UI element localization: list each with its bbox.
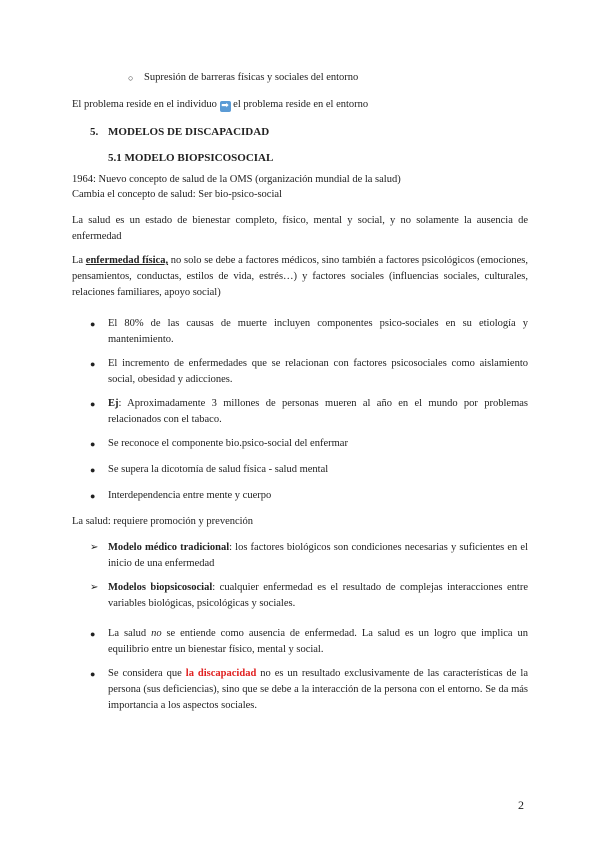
model-biopsychosocial-text: : cualquier enfermedad es el resultado de complejas interacciones entre variables biológicas, psicológicas y sociales. [108, 582, 528, 609]
disability-post: no es un resultado exclusivamente de las características de la persona (sus deficiencias), sino que se debe a la interacción de la persona con el entorno. Se da más importancia a los aspectos sociales. [108, 668, 528, 711]
model-traditional [108, 540, 528, 572]
bullet-item-3-text: : Aproximadamente 3 millones de personas mueren al año en el mundo por problemas relacionados con el tabaco. [108, 398, 528, 425]
disability-paragraph [108, 666, 528, 714]
physical-rest: no solo se debe a factores médicos, sino también a factores psicológicos (emociones, pensamientos, conductas, estilos de vida, estrés…) y factores sociales (influencias sociales, culturales, relaciones familiares, apoyo social) [72, 255, 529, 298]
oms-line-1: 1964: Nuevo concepto de salud de la OMS (organización mundial de la salud) [72, 174, 401, 185]
health-not-absence-italic: no [151, 628, 162, 639]
sub-bullet-text: Supresión de barreras físicas y sociales del entorno [144, 72, 359, 83]
disability-pre: Se considera que [108, 668, 186, 679]
problem-part2: el problema reside en el entorno [233, 99, 369, 110]
problem-part1: El problema reside en el individuo [72, 99, 217, 110]
model-traditional-text: : los factores biológicos son condiciones necesarias y suficientes en el inicio de una enfermedad [108, 542, 528, 569]
section-number: 5. [90, 126, 99, 138]
problem-line [72, 97, 532, 113]
physical-prefix: La [72, 255, 86, 266]
health-definition: La salud es un estado de bienestar completo, físico, mental y social, y no solamente la ausencia de enfermedad [72, 215, 528, 242]
bullet-item-3-bold: Ej [108, 398, 119, 409]
physical-illness-paragraph [72, 253, 528, 301]
health-not-absence [108, 626, 528, 658]
arrow-bullet-icon: ➢ [90, 582, 99, 593]
health-not-absence-post: se entiende como ausencia de enfermedad. La salud es un logro que implica un equilibrio entre un bienestar físico, mental y social. [108, 628, 528, 655]
bullet-item-3 [108, 396, 528, 428]
bullet-marker: ● [90, 669, 96, 679]
bullet-item-2: El incremento de enfermedades que se relacionan con factores psicosociales como aislamiento social, obesidad y adicciones. [108, 358, 528, 385]
model-biopsychosocial-title: Modelos biopsicosocial [108, 582, 213, 593]
model-biopsychosocial [108, 580, 528, 612]
bullet-marker: ● [90, 439, 96, 449]
bullet-marker: ● [90, 629, 96, 639]
bullet-marker: ● [90, 359, 96, 369]
bullet-marker: ● [90, 465, 96, 475]
bullet-marker: ● [90, 399, 96, 409]
bullet-marker: ● [90, 491, 96, 501]
bullet-item-6: Interdependencia entre mente y cuerpo [108, 490, 272, 501]
subsection-title: 5.1 MODELO BIOPSICOSOCIAL [108, 152, 274, 164]
physical-term: enfermedad física, [85, 255, 169, 266]
oms-line-2: Cambia el concepto de salud: Ser bio-psico-social [72, 189, 282, 200]
disability-term: la discapacidad [185, 668, 257, 679]
bullet-item-1: El 80% de las causas de muerte incluyen componentes psico-sociales en su etiología y mantenimiento. [108, 318, 528, 345]
bullet-item-5: Se supera la dicotomía de salud física - salud mental [108, 464, 329, 475]
section-title: MODELOS DE DISCAPACIDAD [108, 126, 270, 138]
promotion-line: La salud: requiere promoción y prevención [72, 516, 254, 527]
bullet-marker: ● [90, 319, 96, 329]
page-number: 2 [518, 798, 524, 812]
right-arrow-icon: ➡ [221, 101, 229, 111]
model-traditional-title: Modelo médico tradicional [108, 542, 230, 553]
arrow-bullet-icon: ➢ [90, 542, 99, 553]
bullet-item-4: Se reconoce el componente bio.psico-social del enfermar [108, 438, 348, 449]
health-not-absence-pre: La salud [108, 628, 152, 639]
sub-bullet-marker: ○ [128, 73, 134, 83]
